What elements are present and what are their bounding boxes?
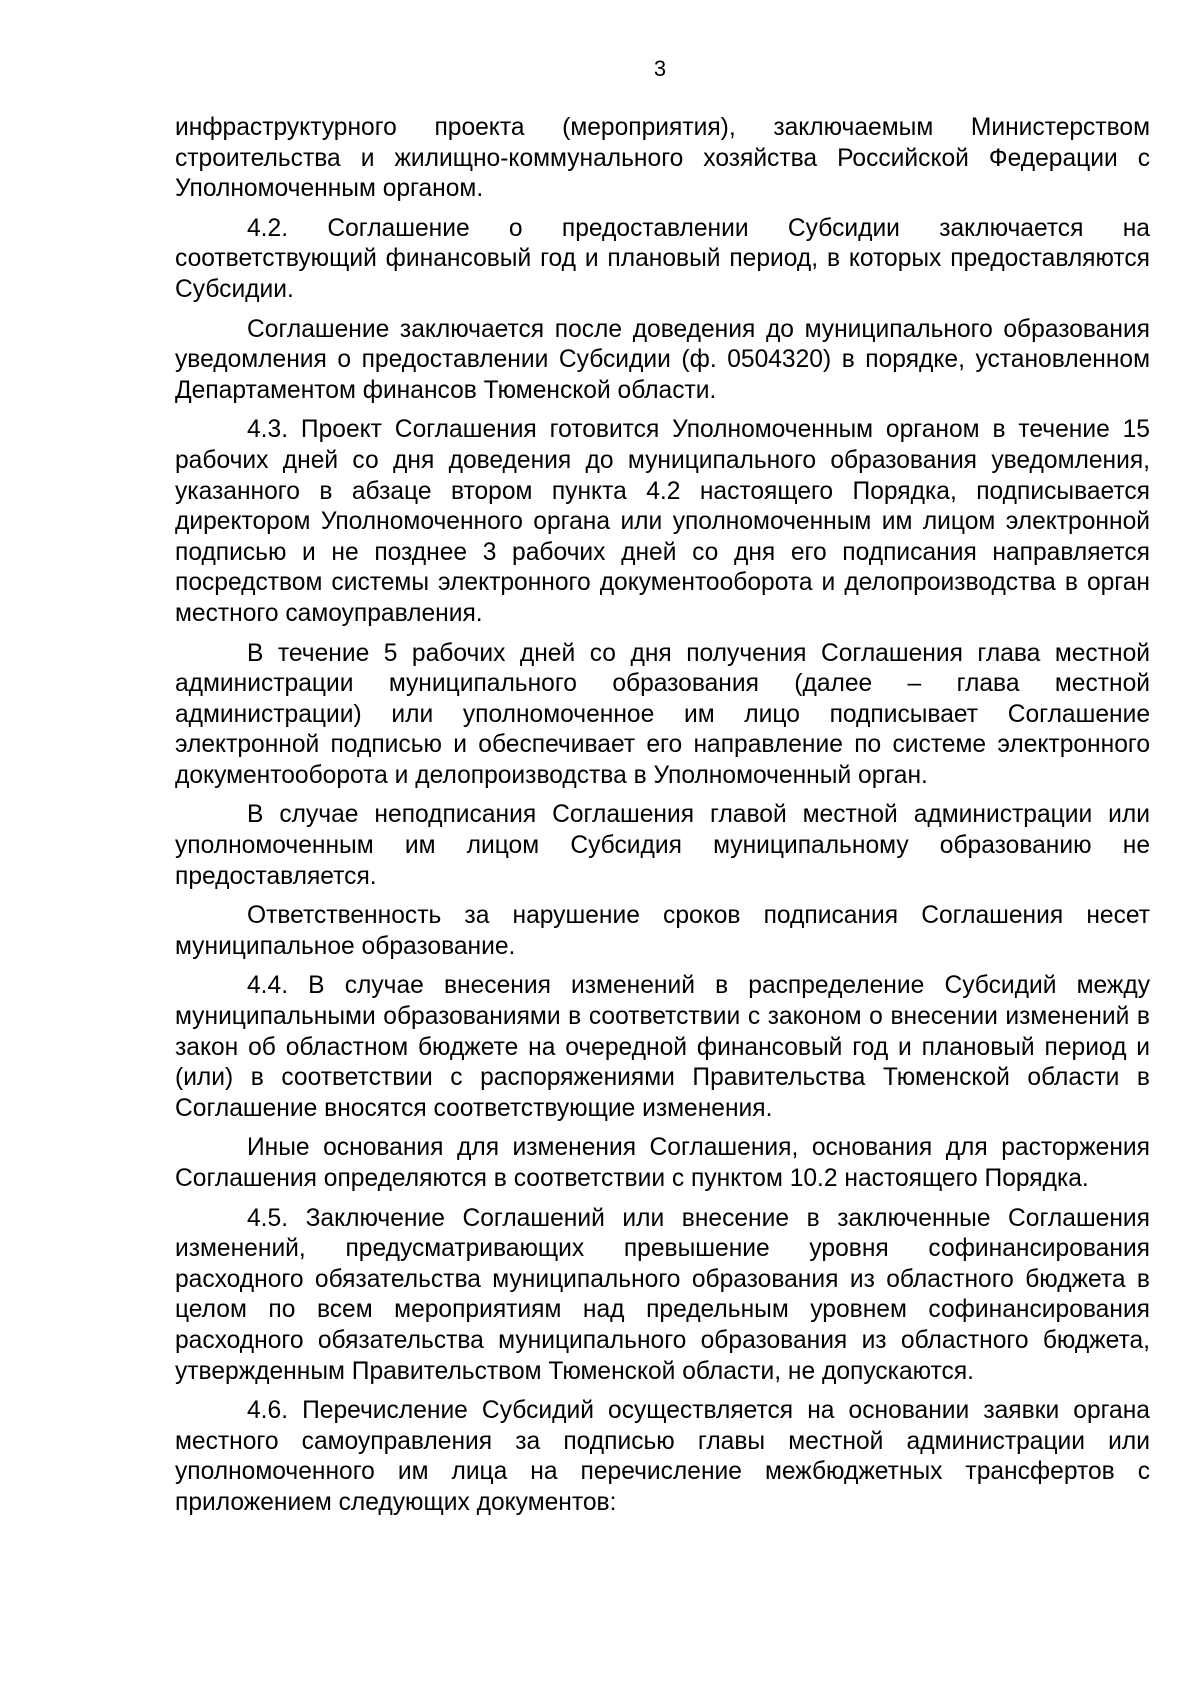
page-number: 3 [653, 56, 667, 81]
paragraph-4-4: 4.4. В случае внесения изменений в распределение Субсидий между муниципальными образованиями в соответствии с законом о внесении изменений в закон об областном бюджете на очередной финансовый год и плановый период и (или) в соответствии с распоряжениями Правительства Тюменской области в Соглашение вносятся соответствующие изменения. [175, 972, 1150, 1122]
paragraph-continuation: инфраструктурного проекта (мероприятия), заключаемым Министерством строительства и жилищно-коммунального хозяйства Российской Федерации с Уполномоченным органом. [175, 114, 1150, 203]
paragraph-4-3: 4.3. Проект Соглашения готовится Уполномоченным органом в течение 15 рабочих дней со дня доведения до муниципального образования уведомления, указанного в абзаце втором пункта 4.2 настоящего Порядка, подписывается директором Уполномоченного органа или уполномоченным им лицом электронной подписью и не позднее 3 рабочих дней со дня его подписания направляется посредством системы электронного документооборота и делопроизводства в орган местного самоуправления. [175, 416, 1150, 627]
paragraph-4-5: 4.5. Заключение Соглашений или внесение в заключенные Соглашения изменений, предусматривающих превышение уровня софинансирования расходного обязательства муниципального образования из областного бюджета в целом по всем мероприятиям над предельным уровнем софинансирования расходного обязательства муниципального образования из областного бюджета, утвержденным Правительством Тюменской области, не допускаются. [175, 1204, 1150, 1385]
paragraph-signing-deadline: В течение 5 рабочих дней со дня получения Соглашения глава местной администрации муниципального образования (далее – глава местной администрации) или уполномоченное им лицо подписывает Соглашение электронной подписью и обеспечивает его направление по системе электронного документооборота и делопроизводства в Уполномоченный орган. [175, 639, 1150, 789]
paragraph-4-2: 4.2. Соглашение о предоставлении Субсидии заключается на соответствующий финансовый год и плановый период, в которых предоставляются Субсидии. [175, 214, 1150, 303]
paragraph-non-signing: В случае неподписания Соглашения главой местной администрации или уполномоченным им лицом Субсидия муниципальному образованию не предоставляется. [175, 801, 1150, 890]
paragraph-other-grounds: Иные основания для изменения Соглашения, основания для расторжения Соглашения определяются в соответствии с пунктом 10.2 настоящего Порядка. [175, 1134, 1150, 1192]
paragraph-responsibility: Ответственность за нарушение сроков подписания Соглашения несет муниципальное образование. [175, 902, 1150, 960]
document-body [175, 113, 1150, 1528]
paragraph-4-6: 4.6. Перечисление Субсидий осуществляется на основании заявки органа местного самоуправления за подписью главы местной администрации или уполномоченного им лица на перечисление межбюджетных трансфертов с приложением следующих документов: [175, 1397, 1150, 1516]
paragraph-agreement-conclusion: Соглашение заключается после доведения до муниципального образования уведомления о предоставлении Субсидии (ф. 0504320) в порядке, установленном Департаментом финансов Тюменской области. [175, 315, 1150, 404]
